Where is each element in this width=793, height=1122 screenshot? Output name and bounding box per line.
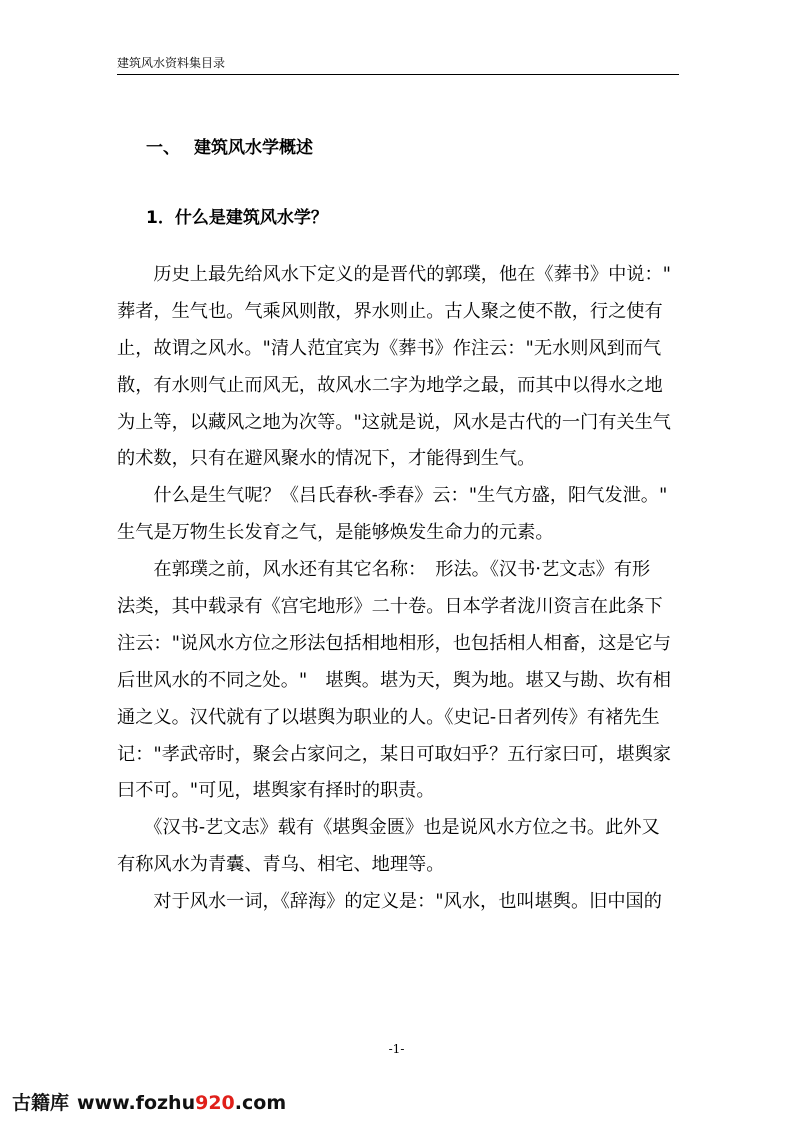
body-line: 散，有水则气止而风无，故风水二字为地学之最，而其中以得水之地 xyxy=(117,374,663,396)
body-line: 在郭璞之前，风水还有其它名称： 形法。《汉书·艺文志》有形 xyxy=(117,559,651,581)
section-title: 建筑风水学概述 xyxy=(194,138,313,158)
subsection-heading: 1．什么是建筑风水学？ xyxy=(146,208,328,228)
body-line: 止，故谓之风水。"清人范宜宾为《葬书》作注云："无水则风到而气 xyxy=(117,337,662,359)
body-line: 的术数，只有在避风聚水的情况下，才能得到生气。 xyxy=(117,448,536,470)
watermark-url-prefix: www.fozhu xyxy=(77,1092,196,1114)
body-text xyxy=(117,257,679,921)
body-line: 后世风水的不同之处。" 堪舆。堪为天，舆为地。堪又与勘、坎有相 xyxy=(117,669,671,691)
body-line: 为上等，以藏风之地为次等。"这就是说，风水是古代的一门有关生气 xyxy=(117,411,671,433)
running-header: 建筑风水资料集目录 xyxy=(117,56,226,70)
body-line: 记："孝武帝时，聚会占家问之，某日可取妇乎？五行家曰可，堪舆家 xyxy=(117,743,671,765)
body-line: 曰不可。"可见，堪舆家有择时的职责。 xyxy=(117,780,435,802)
body-line: 有称风水为青囊、青乌、相宅、地理等。 xyxy=(117,854,445,876)
section-heading xyxy=(146,133,313,158)
body-line: 葬者，生气也。气乘风则散，界水则止。古人聚之使不散，行之使有 xyxy=(117,300,663,322)
body-line: 《汉书-艺文志》载有《堪舆金匮》也是说风水方位之书。此外又 xyxy=(117,817,660,839)
watermark-url-suffix: .com xyxy=(234,1092,287,1114)
section-number: 一、 xyxy=(146,138,180,158)
watermark xyxy=(12,1088,286,1115)
body-line: 通之义。汉代就有了以堪舆为职业的人。《史记-日者列传》有褚先生 xyxy=(117,706,660,728)
body-line: 生气是万物生长发育之气，是能够焕发生命力的元素。 xyxy=(117,522,554,544)
header-rule xyxy=(117,74,679,75)
watermark-mark: 古籍库 xyxy=(12,1092,70,1114)
body-line: 法类，其中载录有《宫宅地形》二十卷。日本学者泷川资言在此条下 xyxy=(117,596,663,618)
body-line: 历史上最先给风水下定义的是晋代的郭璞，他在《葬书》中说：" xyxy=(117,264,671,285)
body-line: 对于风水一词，《辞海》的定义是："风水，也叫堪舆。旧中国的 xyxy=(117,891,662,913)
page-number: -1- xyxy=(388,1042,405,1056)
body-line: 什么是生气呢？《吕氏春秋-季春》云："生气方盛，阳气发泄。" xyxy=(117,485,668,507)
body-line: 注云："说风水方位之形法包括相地相形，也包括相人相畜，这是它与 xyxy=(117,632,671,654)
watermark-url-highlight: 920 xyxy=(195,1092,235,1114)
